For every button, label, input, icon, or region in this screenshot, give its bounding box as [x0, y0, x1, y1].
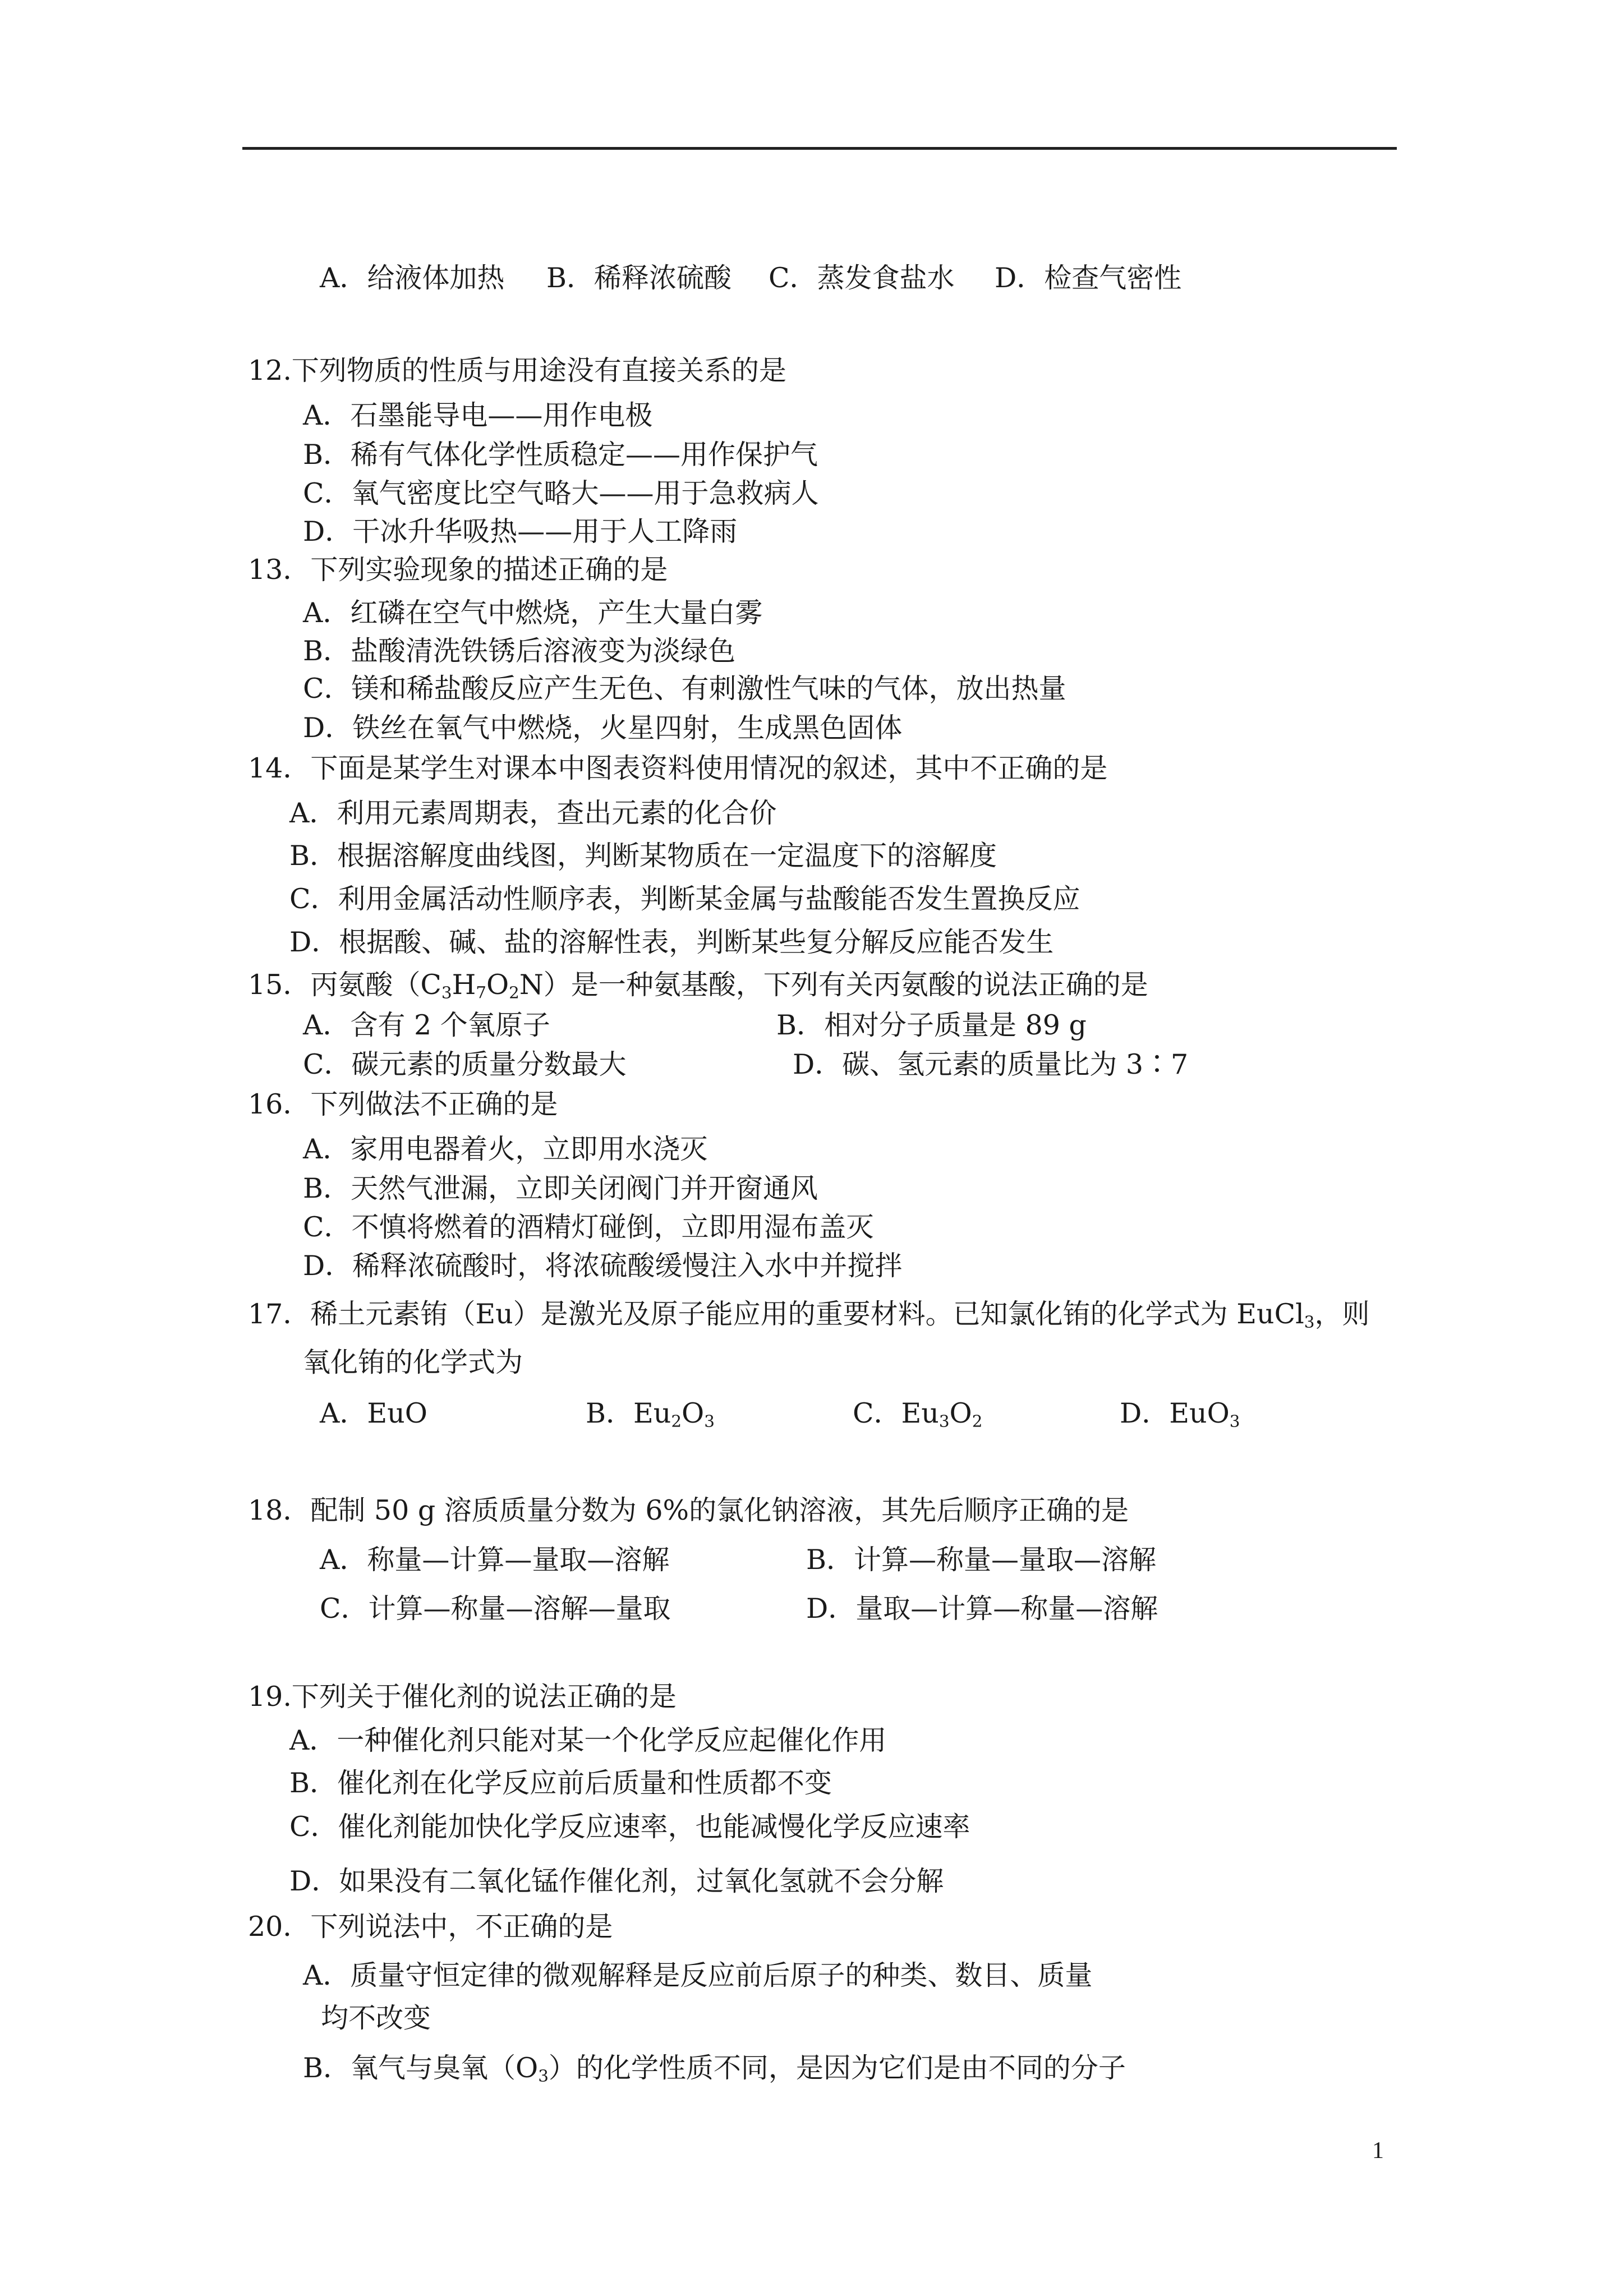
q16-option-b: B．天然气泄漏，立即关闭阀门并开窗通风: [303, 1172, 818, 1204]
q20-option-a: A．质量守恒定律的微观解释是反应前后原子的种类、数目、质量: [303, 1959, 1093, 1991]
q17-option-c: C．$Eu_3O_2$: [853, 1397, 983, 1431]
q15-option-d: D．碳、氢元素的质量比为 3∶7: [793, 1048, 1189, 1080]
q16-option-c: C．不慎将燃着的酒精灯碰倒，立即用湿布盖灭: [303, 1211, 874, 1243]
q20-option-b: B．氧气与臭氧$(O_3)$的化学性质不同，是因为它们是由不同的分子: [303, 2052, 1126, 2086]
q18-stem: 18．配制 50 g 溶质质量分数为 6%的氯化钠溶液，其先后顺序正确的是: [248, 1494, 1129, 1526]
q13-option-a: A．红磷在空气中燃烧，产生大量白雾: [303, 597, 763, 629]
q14-option-c: C．利用金属活动性顺序表，判断某金属与盐酸能否发生置换反应: [289, 883, 1080, 915]
q15-option-a: A．含有 2 个氧原子: [303, 1009, 550, 1041]
q12-option-b: B．稀有气体化学性质稳定——用作保护气: [303, 439, 818, 471]
q18-option-c: C．计算—称量—溶解—量取: [320, 1593, 671, 1625]
q11-option-b: B．稀释浓硫酸: [546, 262, 732, 294]
page-number: 1: [1372, 2138, 1384, 2164]
q19-option-c: C．催化剂能加快化学反应速率，也能减慢化学反应速率: [289, 1811, 970, 1843]
header-rule: [242, 147, 1397, 150]
q15-stem: 15．丙氨酸$(C_3H_7O_2N)$是一种氨基酸，下列有关丙氨酸的说法正确的是: [248, 969, 1148, 1002]
q19-stem: 19.下列关于催化剂的说法正确的是: [248, 1681, 677, 1713]
q18-option-a: A．称量—计算—量取—溶解: [320, 1544, 670, 1576]
q16-option-d: D．稀释浓硫酸时，将浓硫酸缓慢注入水中并搅拌: [303, 1250, 903, 1282]
q19-option-b: B．催化剂在化学反应前后质量和性质都不变: [289, 1767, 832, 1799]
q16-option-a: A．家用电器着火，立即用水浇灭: [303, 1133, 708, 1165]
q17-option-b: B．$Eu_2O_3$: [586, 1397, 715, 1431]
q13-option-c: C．镁和稀盐酸反应产生无色、有刺激性气味的气体，放出热量: [303, 673, 1066, 705]
q12-stem: 12.下列物质的性质与用途没有直接关系的是: [248, 355, 786, 386]
q14-option-b: B．根据溶解度曲线图，判断某物质在一定温度下的溶解度: [289, 840, 997, 872]
q17-stem-line2: 氧化铕的化学式为: [303, 1346, 523, 1378]
q13-option-d: D．铁丝在氧气中燃烧，火星四射，生成黑色固体: [303, 712, 903, 744]
q20-stem: 20．下列说法中，不正确的是: [248, 1911, 613, 1943]
q13-stem: 13．下列实验现象的描述正确的是: [248, 554, 668, 586]
q11-option-a: A．给液体加热: [320, 262, 505, 294]
q12-option-d: D．干冰升华吸热——用于人工降雨: [303, 516, 738, 547]
q18-option-d: D．量取—计算—称量—溶解: [806, 1593, 1158, 1625]
q19-option-a: A．一种催化剂只能对某一个化学反应起催化作用: [289, 1724, 887, 1756]
q16-stem: 16．下列做法不正确的是: [248, 1088, 558, 1120]
q20-option-a-line2: 均不改变: [321, 2002, 431, 2034]
q15-option-b: B．相对分子质量是 89 g: [776, 1009, 1087, 1041]
q19-option-d: D．如果没有二氧化锰作催化剂，过氧化氢就不会分解: [289, 1865, 944, 1897]
q14-option-d: D．根据酸、碱、盐的溶解性表，判断某些复分解反应能否发生: [289, 926, 1054, 958]
q12-option-a: A．石墨能导电——用作电极: [303, 399, 653, 431]
q17-option-d: D．EuO$_3$: [1120, 1397, 1240, 1431]
q11-option-d: D．检查气密性: [995, 262, 1182, 294]
q18-option-b: B．计算—称量—量取—溶解: [806, 1544, 1157, 1576]
q15-option-c: C．碳元素的质量分数最大: [303, 1048, 627, 1080]
q12-option-c: C．氧气密度比空气略大——用于急救病人: [303, 477, 819, 509]
q13-option-b: B．盐酸清洗铁锈后溶液变为淡绿色: [303, 635, 736, 667]
q14-stem: 14．下面是某学生对课本中图表资料使用情况的叙述，其中不正确的是: [248, 752, 1108, 784]
q17-option-a: A．EuO: [320, 1397, 427, 1429]
q17-stem: 17．稀土元素铕（Eu）是激光及原子能应用的重要材料。已知氯化铕的化学式为 EuCl$_3$，则: [248, 1298, 1370, 1332]
alanine-formula: $C_3H_7O_2N$: [420, 969, 544, 1002]
q14-option-a: A．利用元素周期表，查出元素的化合价: [289, 797, 777, 829]
q11-option-c: C．蒸发食盐水: [769, 262, 955, 294]
